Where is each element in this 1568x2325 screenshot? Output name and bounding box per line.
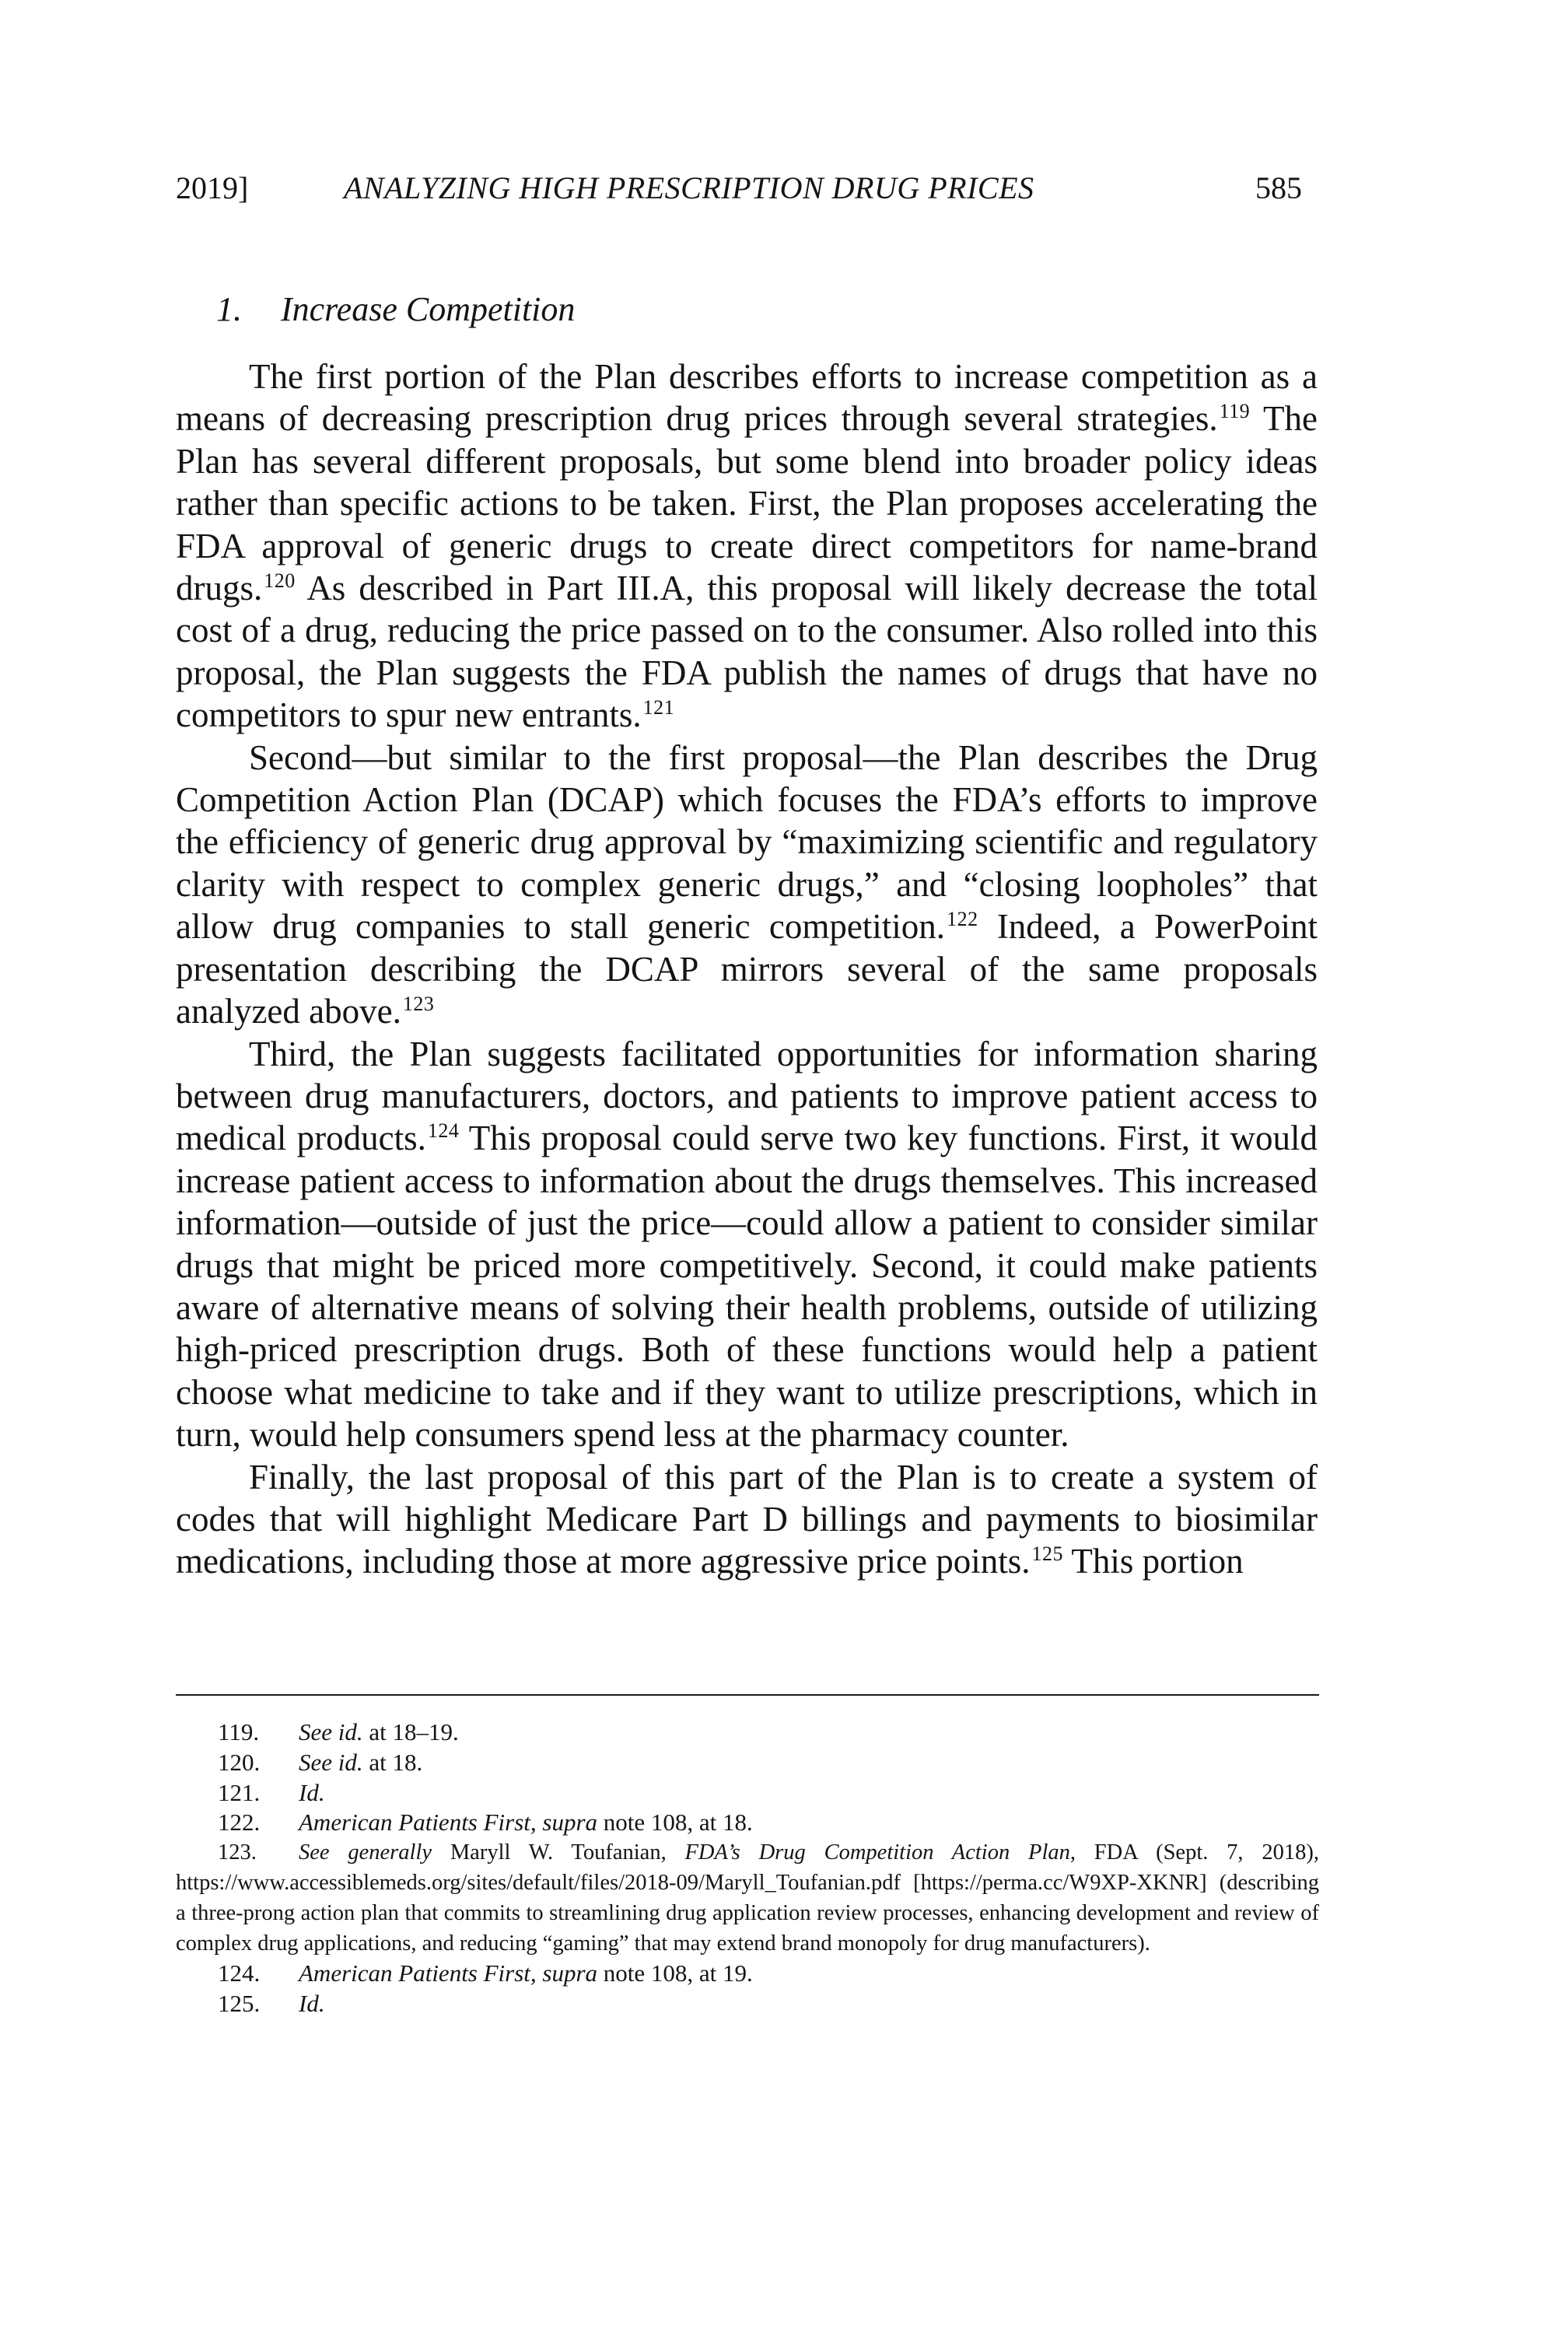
footnote-text-run: note 108, at 18.	[597, 1809, 753, 1837]
footnote-text-run: American Patients First, supra	[299, 1959, 598, 1987]
footnote	[176, 1748, 1319, 1778]
footnote	[176, 1778, 1319, 1809]
running-header	[176, 165, 1308, 212]
section-title: Increase Competition	[281, 290, 576, 328]
footnote	[176, 1808, 1319, 1838]
body-text-run: The first portion of the Plan describes efforts to increase competition as a means of decreasing prescription drug prices through several strategies.	[176, 357, 1318, 439]
footnote-marker[interactable]: 122	[947, 908, 978, 931]
footnote-text-run: See id.	[299, 1748, 363, 1776]
footnote-number: 125.	[218, 1990, 261, 2018]
footnote	[176, 1989, 1319, 2019]
footnote-text-run: See id.	[299, 1718, 363, 1746]
body-paragraph	[176, 1033, 1318, 1456]
body-paragraph	[176, 1456, 1318, 1583]
footnote-number: 122.	[218, 1809, 261, 1837]
footnote-text-run: American Patients First, supra	[299, 1809, 598, 1837]
footnote-number: 124.	[218, 1959, 261, 1987]
footnote-marker[interactable]: 124	[427, 1119, 460, 1143]
footnote-marker[interactable]: 121	[642, 696, 675, 720]
footnote	[176, 1717, 1319, 1748]
body-paragraph	[176, 355, 1318, 737]
footnote-marker[interactable]: 125	[1031, 1542, 1063, 1566]
footnote-text-run: , FDA (Sept. 7, 2018), https://www.accessiblemeds.org/sites/default/files/2018-09/Maryll_Toufanian.pdf [https://perma.cc/W9XP-XKNR] (describing a three-prong action plan that commits to streamlining drug application review processes, enhancing development and review of complex drug applications, and reducing “gaming” that may extend brand monopoly for drug manufacturers).	[176, 1840, 1319, 1956]
footnote	[176, 1838, 1319, 1959]
footnote	[176, 1959, 1319, 1989]
body-text-run: The Plan has several different proposals, but some blend into broader policy ideas rather than specific actions to be taken. First, the Plan proposes accelerating the FDA approval of generic drugs to create direct competitors for name-brand drugs.	[176, 399, 1318, 608]
body-text-run: Second—but similar to the first proposal—the Plan describes the Drug Competition Action Plan (DCAP) which focuses the FDA’s efforts to improve the efficiency of generic drug approval by “maximizing scientific and regulatory clarity with respect to complex generic drugs,” and “closing loopholes” that allow drug companies to stall generic competition.	[176, 737, 1318, 947]
section-number: 1.	[216, 290, 242, 328]
footnote-text-run: note 108, at 19.	[597, 1959, 753, 1987]
body-text-run: As described in Part III.A, this proposal will likely decrease the total cost of a drug, reducing the price passed on to the consumer. Also rolled into this proposal, the Plan suggests the FDA publish the names of drugs that have no competitors to spur new entrants.	[176, 569, 1318, 735]
body-text-run: This proposal could serve two key functions. First, it would increase patient access to information about the drugs themselves. This increased information—outside of just the price—could allow a patient to consider similar drugs that might be priced more competitively. Second, it could make patients aware of alternative means of solving their health problems, outside of utilizing high-priced prescription drugs. Both of these functions would help a patient choose what medicine to take and if they want to utilize prescriptions, which in turn, would help consumers spend less at the pharmacy counter.	[176, 1119, 1318, 1455]
body-text-run: This portion	[1062, 1542, 1244, 1581]
footnote-text-run: at 18.	[362, 1748, 423, 1776]
footnotes	[176, 1717, 1319, 2019]
footnote-marker[interactable]: 123	[402, 993, 435, 1016]
footnote-number: 121.	[218, 1778, 261, 1806]
footnote-text-run: See generally	[299, 1840, 432, 1865]
body-paragraph	[176, 737, 1318, 1033]
footnote-number: 123.	[218, 1840, 257, 1865]
footnote-number: 120.	[218, 1748, 261, 1776]
footnote-marker[interactable]: 120	[264, 569, 296, 593]
body-text	[176, 355, 1318, 1583]
body-text-run: Third, the Plan suggests facilitated opportunities for information sharing between drug manufacturers, doctors, and patients to improve patient access to medical products.	[176, 1034, 1318, 1158]
header-page-number: 585	[1255, 170, 1302, 205]
footnote-number: 119.	[218, 1718, 260, 1746]
footnote-text-run: FDA’s Drug Competition Action Plan	[684, 1840, 1070, 1865]
section-heading	[216, 286, 575, 333]
header-year: 2019]	[176, 170, 249, 205]
footnote-text-run: Id.	[299, 1778, 325, 1806]
body-text-run: Indeed, a PowerPoint presentation describing the DCAP mirrors several of the same proposals analyzed above.	[176, 907, 1318, 1031]
body-text-run: Finally, the last proposal of this part of the Plan is to create a system of codes that will highlight Medicare Part D billings and payments to biosimilar medications, including those at more aggressive price points.	[176, 1457, 1318, 1581]
footnote-text-run: Maryll W. Toufanian,	[432, 1840, 685, 1865]
footnote-text-run: Id.	[299, 1990, 325, 2018]
footnote-text-run: at 18–19.	[362, 1718, 459, 1746]
footnote-marker[interactable]: 119	[1219, 400, 1251, 423]
header-journal-title: ANALYZING HIGH PRESCRIPTION DRUG PRICES	[344, 170, 1034, 205]
footnote-divider	[176, 1694, 1319, 1696]
